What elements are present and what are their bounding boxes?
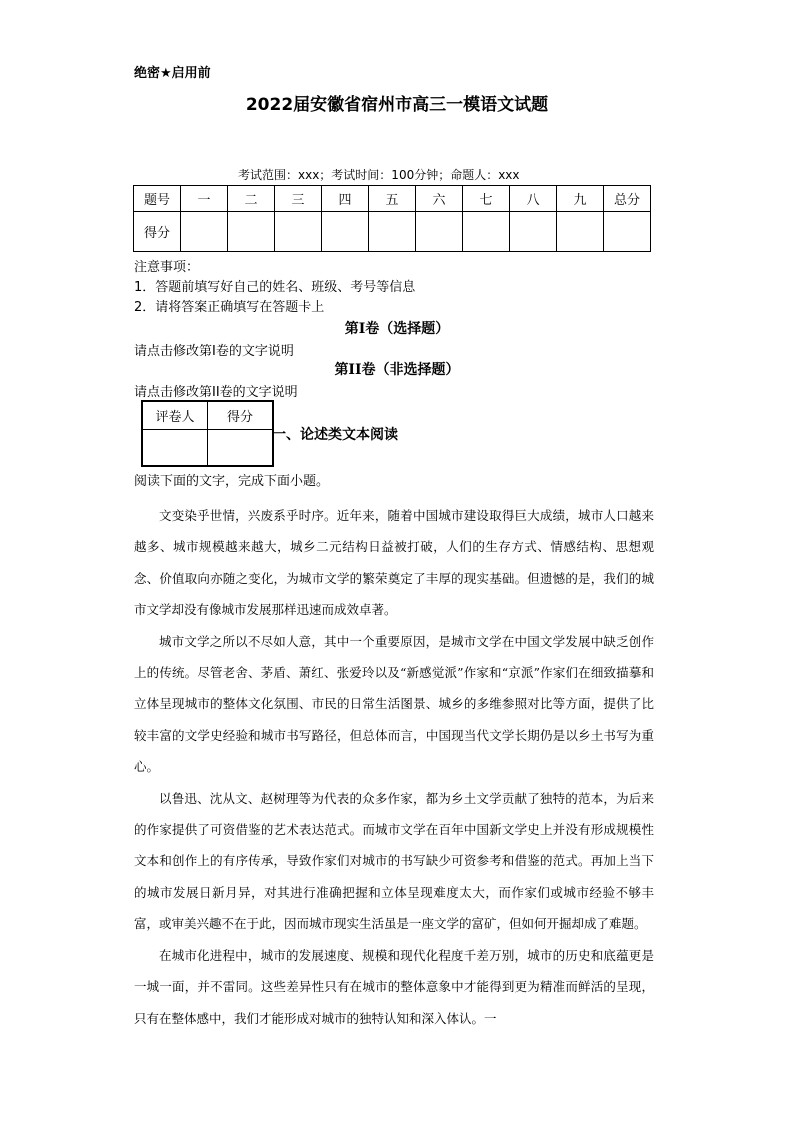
score-input-cell[interactable] — [228, 212, 275, 252]
volume1-title: 第I卷（选择题） — [344, 321, 450, 337]
volume2-title: 第II卷（非选择题） — [334, 362, 460, 378]
score-table-header-cell: 七 — [463, 186, 510, 212]
score-table-header-cell: 三 — [275, 186, 322, 212]
score-input-cell[interactable] — [510, 212, 557, 252]
grader-table — [141, 400, 274, 467]
score-input-cell[interactable] — [557, 212, 604, 252]
score-input-cell[interactable] — [463, 212, 510, 252]
grader-table-input-row — [142, 430, 273, 467]
grader-label-cell: 评卷人 — [142, 401, 208, 430]
score-table-header-cell: 题号 — [134, 186, 181, 212]
score-label-cell: 得分 — [134, 212, 181, 252]
notes-block — [134, 258, 415, 318]
score-table — [133, 185, 651, 252]
score-table-header-cell: 四 — [322, 186, 369, 212]
exam-info: 考试范围：xxx；考试时间：100分钟；命题人：xxx — [238, 168, 520, 182]
score-table-header-cell: 九 — [557, 186, 604, 212]
reading-passage — [134, 500, 654, 1034]
passage-paragraph: 在城市化进程中，城市的发展速度、规模和现代化程度千差万别，城市的历史和底蕴更是一城一面，并不雷同。这些差异性只有在城市的整体意象中才能得到更为精准而鲜活的呈现，只有在整体感中，我们才能形成对城市的独特认知和深入体认。一 — [134, 947, 654, 1026]
score-table-header-cell: 五 — [369, 186, 416, 212]
score-input-cell[interactable] — [604, 212, 651, 252]
page-title: 2022届安徽省宿州市高三一模语文试题 — [245, 95, 549, 115]
section-title: 一、论述类文本阅读 — [272, 427, 398, 443]
score-table-header-cell: 六 — [416, 186, 463, 212]
score-table-header-row — [134, 186, 651, 212]
grader-score-input-cell[interactable] — [208, 430, 274, 467]
score-input-cell[interactable] — [416, 212, 463, 252]
passage-paragraph: 城市文学之所以不尽如人意，其中一个重要原因，是城市文学在中国文学发展中缺乏创作上的传统。尽管老舍、茅盾、萧红、张爱玲以及“新感觉派”作家和“京派”作家们在细致描摹和立体呈现城市的整体文化氛围、市民的日常生活图景、城乡的多维参照对比等方面，提供了比较丰富的文学史经验和城市书写路径，但总体而言，中国现当代文学长期仍是以乡土书写为重心。 — [134, 633, 654, 775]
notes-item: 2．请将答案正确填写在答题卡上 — [134, 300, 325, 315]
score-table-header-cell: 八 — [510, 186, 557, 212]
grader-input-cell[interactable] — [142, 430, 208, 467]
passage-paragraph: 文变染乎世情，兴废系乎时序。近年来，随着中国城市建设取得巨大成绩，城市人口越来越多、城市规模越来越大，城乡二元结构日益被打破，人们的生存方式、情感结构、思想观念、价值取向亦随之变化，为城市文学的繁荣奠定了丰厚的现实基础。但遗憾的是，我们的城市文学却没有像城市发展那样迅速而成效卓著。 — [134, 508, 654, 618]
notes-heading: 注意事项： — [134, 260, 200, 275]
passage-paragraph: 以鲁迅、沈从文、赵树理等为代表的众多作家，都为乡土文学贡献了独特的范本，为后来的作家提供了可资借鉴的艺术表达范式。而城市文学在百年中国新文学史上并没有形成规模性文本和创作上的有序传承，导致作家们对城市的书写缺少可资参考和借鉴的范式。再加上当下的城市发展日新月异，对其进行准确把握和立体呈现难度太大，而作家们或城市经验不够丰富，或审美兴趣不在于此，因而城市现实生活虽是一座文学的富矿，但如何开掘却成了难题。 — [134, 790, 654, 932]
volume2-hint[interactable]: 请点击修改第II卷的文字说明 — [134, 385, 298, 400]
score-table-score-row — [134, 212, 651, 252]
section-instruction: 阅读下面的文字，完成下面小题。 — [134, 474, 330, 489]
volume1-hint[interactable]: 请点击修改第I卷的文字说明 — [134, 344, 294, 359]
score-table-header-cell: 二 — [228, 186, 275, 212]
score-table-header-cell: 一 — [181, 186, 228, 212]
confidential-label: 绝密★启用前 — [134, 66, 211, 81]
score-input-cell[interactable] — [369, 212, 416, 252]
grader-table-header-row — [142, 401, 273, 430]
score-input-cell[interactable] — [181, 212, 228, 252]
grader-score-label-cell: 得分 — [208, 401, 274, 430]
notes-item: 1．答题前填写好自己的姓名、班级、考号等信息 — [134, 280, 416, 295]
score-table-header-cell: 总分 — [604, 186, 651, 212]
score-input-cell[interactable] — [322, 212, 369, 252]
score-input-cell[interactable] — [275, 212, 322, 252]
